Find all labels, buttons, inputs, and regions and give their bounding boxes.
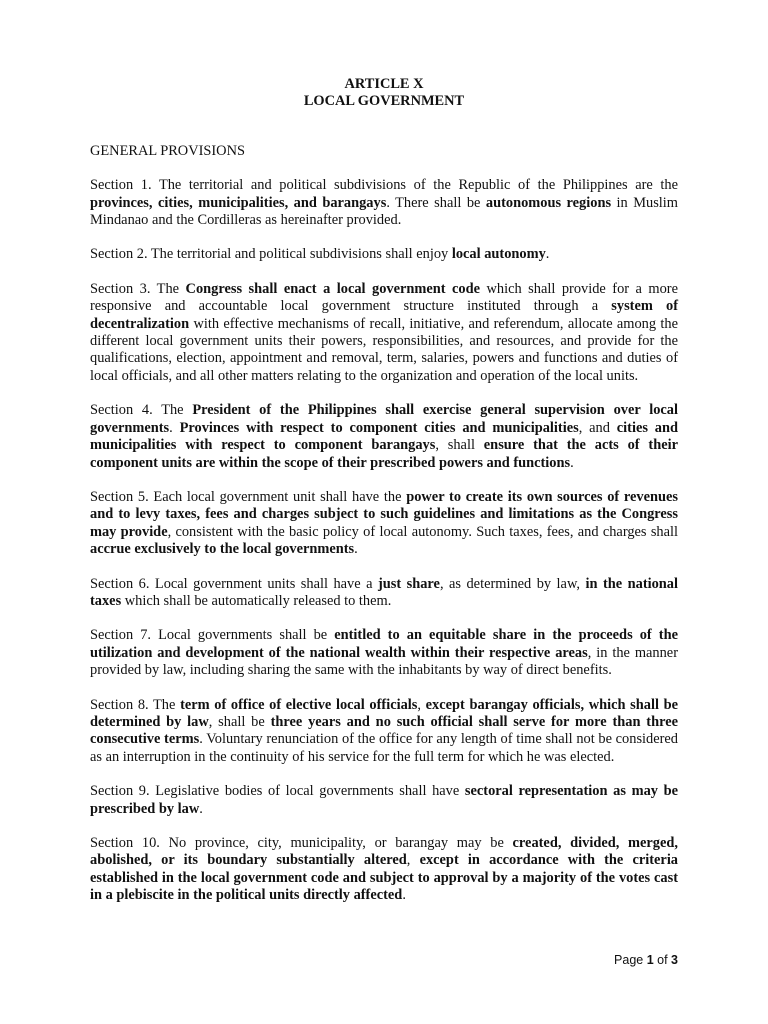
emphasized-text: entitled to an equitable share in the proceeds of the utilization and development of the national wealth within their respective areas [90, 627, 678, 661]
document-page [90, 76, 678, 905]
emphasized-text: three years and no such official shall serve for more than three consecutive terms [90, 713, 679, 748]
body-text: Section 3. The [90, 280, 186, 297]
section-9 [90, 783, 678, 818]
emphasized-text: sectoral representation as may be prescribed by law [90, 783, 678, 817]
emphasized-text: system of decentralization [90, 298, 678, 332]
section-10 [90, 835, 678, 905]
body-text: . [570, 454, 574, 471]
body-text: Section 4. The [90, 402, 193, 419]
section-3 [90, 281, 678, 385]
page-of-label: of [653, 953, 672, 967]
body-text: , [406, 852, 420, 869]
emphasized-text: just share [377, 575, 440, 592]
body-text: Section 1. The territorial and political subdivisions of the Republic of the Philippines are the [90, 177, 678, 194]
body-text: . [199, 800, 203, 817]
emphasized-text: in the national taxes [90, 575, 678, 609]
emphasized-text: cities and municipalities with respect to component barangays [90, 419, 678, 454]
section-5 [90, 489, 678, 559]
emphasized-text: autonomous regions [485, 194, 612, 211]
current-page-number: 1 [646, 953, 654, 967]
body-text: , consistent with the basic policy of local autonomy. Such taxes, fees, and charges shall [167, 523, 678, 540]
page-label: Page [614, 953, 647, 967]
emphasized-text: term of office of elective local officials [180, 696, 418, 713]
body-text: , in the manner provided by law, including sharing the same with the inhabitants by way of direct benefits. [90, 644, 678, 679]
body-text: , as determined by law, [439, 575, 586, 592]
emphasized-text: created, divided, merged, abolished, or its boundary substantially altered [90, 835, 678, 869]
emphasized-text: except barangay officials, which shall be determined by law [90, 696, 678, 730]
emphasized-text: Provinces with respect to component cities and municipalities [179, 419, 579, 436]
body-text: , shall be [208, 713, 271, 730]
body-text: Section 5. Each local government unit shall have the [90, 488, 407, 505]
body-text: Section 6. Local government units shall have a [90, 575, 378, 592]
sections-container [90, 177, 678, 904]
body-text: Section 7. Local governments shall be [90, 627, 335, 644]
body-text: Section 10. No province, city, municipality, or barangay may be [90, 835, 513, 851]
emphasized-text: accrue exclusively to the local governments [90, 541, 355, 558]
body-text: , [417, 696, 426, 713]
section-2 [90, 246, 678, 263]
body-text: Section 9. Legislative bodies of local governments shall have [90, 783, 465, 800]
article-subtitle: LOCAL GOVERNMENT [303, 93, 465, 110]
emphasized-text: Congress shall enact a local government code [185, 280, 481, 297]
section-1 [90, 177, 678, 229]
body-text: which shall provide for a more responsive and accountable local government structure instituted through a [90, 280, 678, 315]
body-text: Section 8. The [90, 696, 181, 713]
section-heading: GENERAL PROVISIONS [90, 142, 245, 159]
body-text: , and [578, 419, 617, 436]
body-text: . Voluntary renunciation of the office for any length of time shall not be considered as an interruption in the continuity of his service for the full term for which he was elected. [90, 731, 679, 765]
body-text: . [402, 887, 406, 904]
section-4 [90, 402, 678, 472]
section-6 [90, 576, 678, 611]
total-pages-number: 3 [671, 953, 678, 967]
emphasized-text: ensure that the acts of their component units are within the scope of their prescribed powers and functions [90, 437, 678, 471]
body-text: which shall be automatically released to them. [121, 592, 392, 609]
article-title: ARTICLE X [344, 76, 424, 92]
emphasized-text: local autonomy [451, 246, 546, 263]
body-text: Section 2. The territorial and political subdivisions shall enjoy [90, 246, 452, 263]
body-text: . [545, 246, 550, 263]
page-number [588, 953, 678, 967]
section-7 [90, 627, 678, 679]
body-text: . There shall be [386, 194, 486, 211]
body-text: . [169, 419, 180, 436]
emphasized-text: provinces, cities, municipalities, and barangays [90, 194, 387, 211]
emphasized-text: power to create its own sources of revenues and to levy taxes, fees and charges subject to such guidelines and limitations as the Congress may provide [90, 488, 678, 540]
section-8 [90, 697, 678, 767]
body-text: in Muslim Mindanao and the Cordilleras as hereinafter provided. [90, 194, 678, 229]
emphasized-text: President of the Philippines shall exercise general supervision over local governments [90, 402, 678, 436]
body-text: with effective mechanisms of recall, initiative, and referendum, allocate among the different local government units their powers, responsibilities, and resources, and provide for the qualifications, election, appointment and removal, term, salaries, powers and functions and duties of local officials, and all other matters relating to the organization and operation of the local units. [90, 315, 678, 384]
emphasized-text: except in accordance with the criteria established in the local government code and subject to approval by a majority of the votes cast in a plebiscite in the political units directly affected [90, 852, 679, 904]
body-text: , shall [435, 437, 484, 454]
body-text: . [354, 541, 358, 558]
